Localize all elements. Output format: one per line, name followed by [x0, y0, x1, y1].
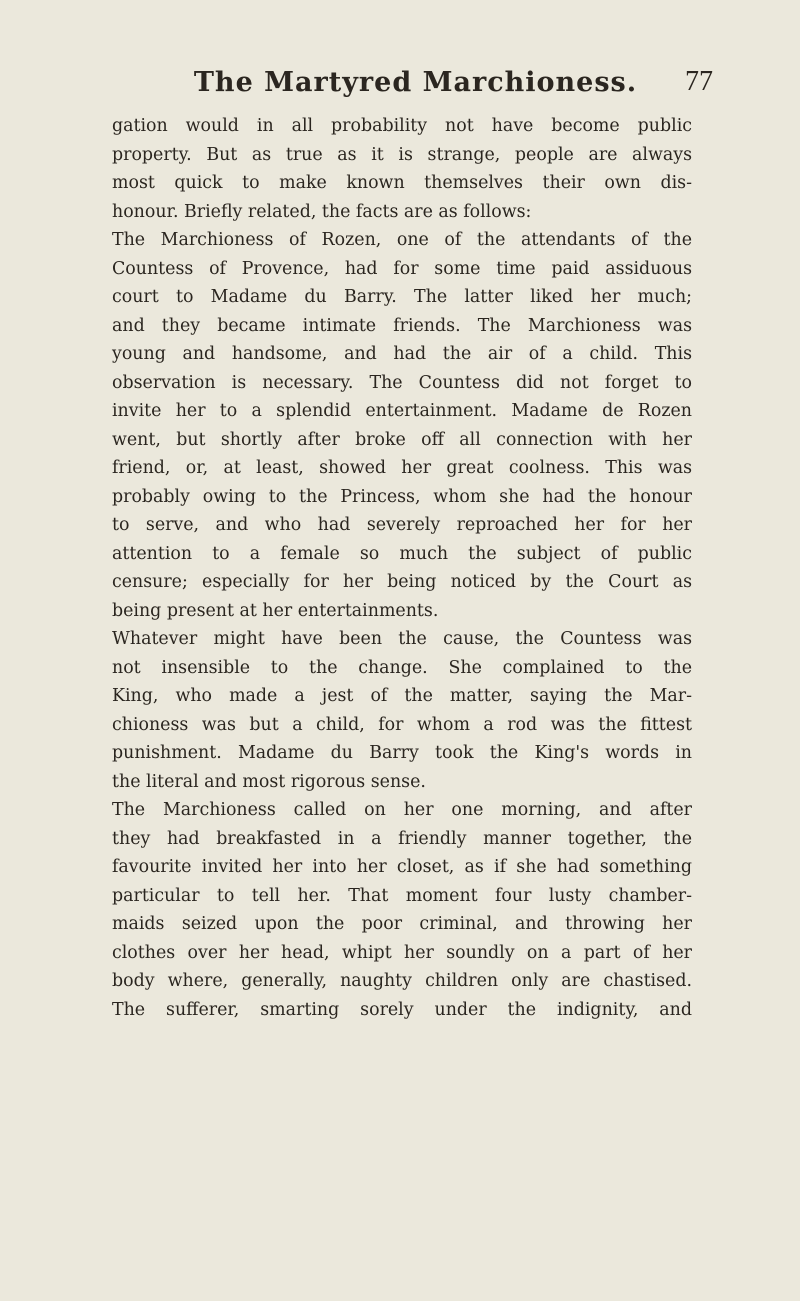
text-line: and they became intimate friends. The Marchioness was [112, 315, 692, 336]
text-line: went, but shortly after broke off all connection with her [112, 429, 692, 450]
text-line: the literal and most rigorous sense. [112, 771, 426, 792]
text-line: chioness was but a child, for whom a rod was the fittest [112, 714, 692, 735]
text-line: gation would in all probability not have become public [112, 116, 692, 136]
text-line: they had breakfasted in a friendly manner together, the [112, 828, 692, 849]
text-line: to serve, and who had severely reproached her for her [112, 515, 692, 535]
text-line: most quick to make known themselves their own dis- [112, 173, 692, 193]
text-line: probably owing to the Princess, whom she had the honour [112, 486, 692, 507]
text-line: maids seized upon the poor criminal, and throwing her [112, 914, 692, 934]
text-line: friend, or, at least, showed her great coolness. This was [112, 458, 692, 478]
text-line: Countess of Provence, had for some time paid assiduous [112, 258, 692, 279]
text-line: observation is necessary. The Countess did not forget to [112, 372, 692, 393]
text-line: young and handsome, and had the air of a child. This [112, 344, 692, 364]
text-line: The sufferer, smarting sorely under the indignity, and [112, 999, 692, 1020]
text-line: not insensible to the change. She complained to the [112, 657, 692, 678]
text-line: The Marchioness of Rozen, one of the attendants of the [112, 230, 692, 250]
running-head [118, 62, 713, 102]
text-line: invite her to a splendid entertainment. Madame de Rozen [112, 401, 692, 421]
body-text [112, 112, 692, 1024]
text-line: favourite invited her into her closet, as if she had something [112, 857, 692, 877]
text-line: King, who made a jest of the matter, saying the Mar- [112, 686, 692, 706]
text-line: The Marchioness called on her one morning, and after [112, 800, 692, 820]
text-line: clothes over her head, whipt her soundly on a part of her [112, 942, 692, 963]
running-title: The Martyred Marchioness. [193, 66, 638, 98]
text-line: punishment. Madame du Barry took the King's words in [112, 743, 692, 763]
text-line: court to Madame du Barry. The latter liked her much; [112, 287, 692, 307]
text-line: attention to a female so much the subject of public [112, 543, 692, 564]
page-number: 77 [685, 66, 713, 97]
text-line: censure; especially for her being noticed by the Court as [112, 572, 692, 592]
text-line: property. But as true as it is strange, people are always [112, 144, 692, 165]
text-line: particular to tell her. That moment four lusty chamber- [112, 885, 692, 906]
text-line: being present at her entertainments. [112, 600, 439, 621]
text-line: Whatever might have been the cause, the Countess was [112, 629, 692, 649]
text-line: honour. Briefly related, the facts are as follows: [112, 201, 532, 222]
text-line: body where, generally, naughty children only are chastised. [112, 971, 692, 991]
